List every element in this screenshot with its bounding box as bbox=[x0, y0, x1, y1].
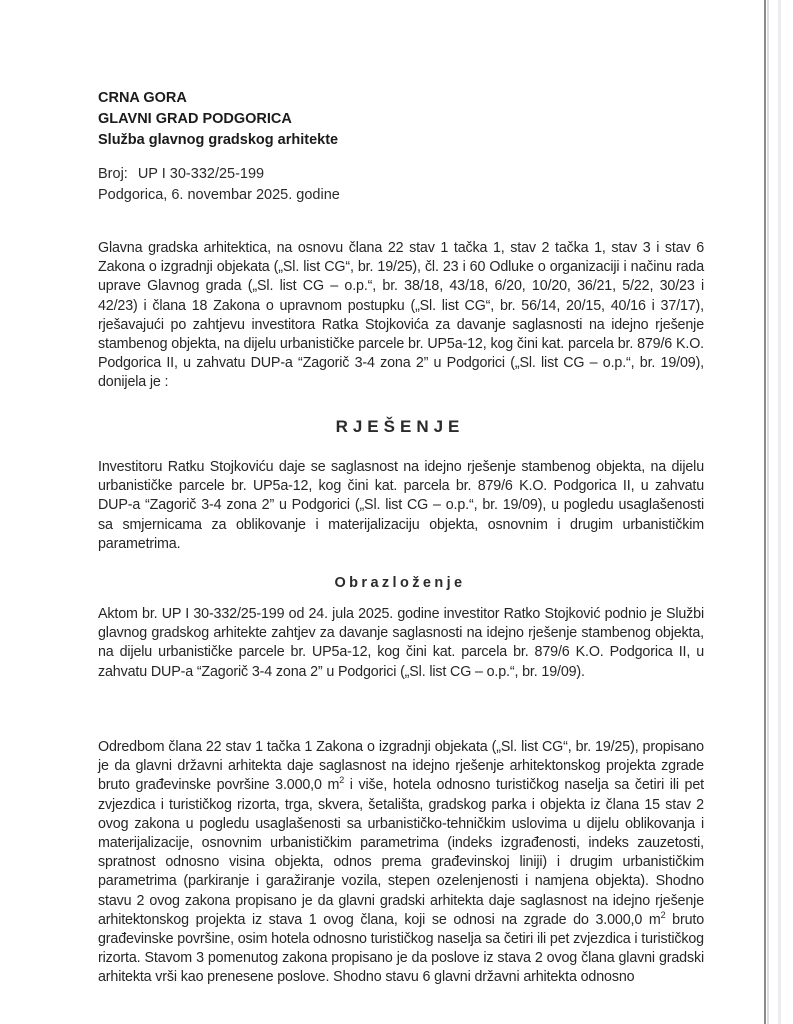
square-meter-superscript: 2 bbox=[339, 775, 345, 786]
explanation-paragraph-2-part1: Odredbom člana 22 stav 1 tačka 1 Zakona o izgradnji objekata („Sl. list CG“, br. 19/25), propisano je da glavni državni arhitekta daje saglasnost na idejno rješenje arhitektonskog projekta zgrade bruto građevinske površine 3.000,0 m bbox=[98, 739, 704, 794]
document-meta bbox=[98, 164, 340, 206]
header-city: GLAVNI GRAD PODGORICA bbox=[98, 111, 292, 127]
square-meter-superscript: 2 bbox=[660, 910, 666, 921]
reference-value: UP I 30-332/25-199 bbox=[137, 166, 265, 182]
scan-page-edge-shadow bbox=[767, 0, 769, 1024]
explanation-title: Obrazloženje bbox=[334, 575, 466, 591]
explanation-paragraph-1: Aktom br. UP I 30-332/25-199 od 24. jula 2025. godine investitor Ratko Stojković podnio je Službi glavnog gradskog arhitekte zahtjev za davanje saglasnosti na idejno rješenje stambenog objekta, na dijelu urbanističke parcele br. UP5a-12, kog čini kat. parcela br. 879/6 K.O. Podgorica II, u zahvatu DUP-a “Zagorič 3-4 zona 2” u Podgorici („Sl. list CG – o.p.“, br. 19/09). bbox=[98, 606, 704, 680]
header-office: Služba glavnog gradskog arhitekte bbox=[98, 132, 339, 148]
issuer-header bbox=[98, 88, 338, 151]
document-date: Podgorica, 6. novembar 2025. godine bbox=[98, 187, 340, 203]
header-country: CRNA GORA bbox=[98, 90, 187, 106]
scan-page-edge-light bbox=[778, 0, 781, 1024]
intro-paragraph: Glavna gradska arhitektica, na osnovu člana 22 stav 1 tačka 1, stav 2 tačka 1, stav 3 i stav 6 Zakona o izgradnji objekata („Sl. list CG“, br. 19/25), čl. 23 i 60 Odluke o organizaciji i načinu rada uprave Glavnog grada („Sl. list CG – o.p.“, br. 38/18, 43/18, 6/20, 10/20, 36/21, 5/22, 30/23 i 42/23) i člana 18 Zakona o upravnom postupku („Sl. list CG“, br. 56/14, 20/15, 40/16 i 37/17), rješavajući po zahtjevu investitora Ratka Stojkovića za davanje saglasnosti na idejno rješenje stambenog objekta, na dijelu urbanističke parcele br. UP5a-12, kog čini kat. parcela br. 879/6 K.O. Podgorica II, u zahvatu DUP-a “Zagorič 3-4 zona 2” u Podgorici („Sl. list CG – o.p.“, br. 19/09), donijela je : bbox=[98, 240, 704, 391]
reference-label: Broj: bbox=[98, 166, 128, 182]
explanation-paragraph-2 bbox=[98, 738, 704, 988]
reference-number bbox=[98, 164, 340, 185]
explanation-paragraph-2-part2: i više, hotela odnosno turističkog naselja sa četiri ili pet zvjezdica i turističkog rizorta, trga, skvera, šetališta, gradskog parka i objekta iz člana 15 stav 2 ovog zakona u pogledu usaglašenosti sa urbanističko-tehničkim uslovima u dijelu oblikovanja i materijalizacije, osnovnim urbanističkim parametrima (indeks izgrađenosti, indeks zauzetosti, spratnost odnosno visina objekta, odnos prema građevinskoj liniji) i drugim urbanističkim parametrima (parkiranje i garažiranje vozila, stepen ozelenjenosti i namjena objekta). Shodno stavu 2 ovog zakona propisano je da glavni gradski arhitekta daje saglasnost na idejno rješenje arhitektonskog projekta iz stava 1 ovog člana, koji se odnosi na zgrade do 3.000,0 m bbox=[98, 777, 704, 928]
decision-title: RJEŠENJE bbox=[335, 417, 465, 436]
scan-page-edge bbox=[764, 0, 766, 1024]
explanation-paragraph-2-part3: bruto građevinske površine, osim hotela odnosno turističkog naselja sa četiri ili pet zvjezdica i turističkog rizorta. Stavom 3 pomenutog zakona propisano je da poslove iz stava 2 ovog člana glavni gradski arhitekta vrši kao prenesene poslove. Shodno stavu 6 glavni državni arhitekta odnosno bbox=[98, 911, 704, 986]
decision-paragraph: Investitoru Ratku Stojkoviću daje se saglasnost na idejno rješenje stambenog objekta, na dijelu urbanističke parcele br. UP5a-12, kog čini kat. parcela br. 879/6 K.O. Podgorica II, u zahvatu DUP-a “Zagorič 3-4 zona 2” u Podgorici („Sl. list CG – o.p.“, br. 19/09), u pogledu usaglašenosti sa smjernicama za oblikovanje i materijalizaciju objekta, osnovnim i drugim urbanističkim parametrima. bbox=[98, 459, 704, 552]
